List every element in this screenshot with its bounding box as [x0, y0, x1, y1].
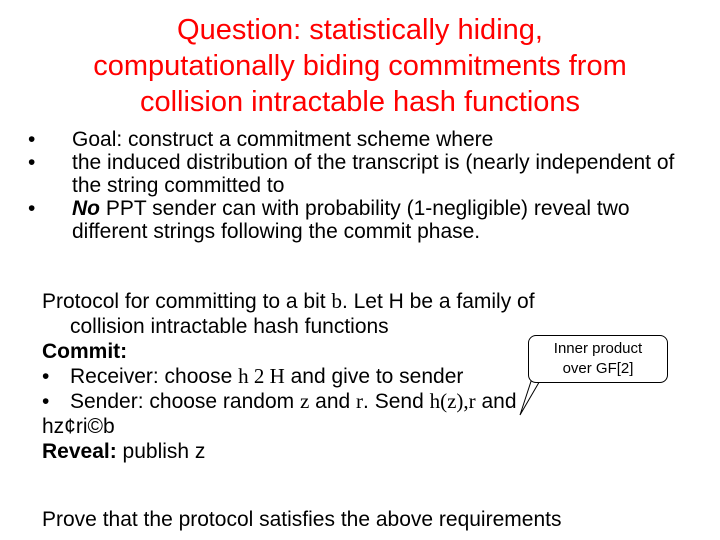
- bit-variable: b: [331, 289, 342, 313]
- protocol-intro-text-2: . Let H be a family of: [341, 290, 535, 313]
- protocol-intro-text: Protocol for committing to a bit: [42, 290, 332, 313]
- commit-heading-label: Commit:: [42, 340, 128, 363]
- reveal-text: publish z: [116, 440, 206, 463]
- bullet-marker: •: [28, 128, 36, 151]
- bullet-text: Goal: construct a commitment scheme where: [72, 128, 494, 151]
- bullet-text: [72, 197, 706, 243]
- bullet-emphasis: No: [72, 197, 100, 220]
- title-line-2: computationally biding commitments from: [93, 50, 627, 82]
- step-math: h(z),r: [429, 389, 476, 413]
- callout-box: [528, 335, 668, 383]
- bullet-item: [26, 151, 706, 197]
- bullet-item: [26, 128, 706, 151]
- bullet-marker: •: [28, 197, 36, 220]
- reveal-heading: Reveal:: [42, 440, 117, 463]
- bullet-marker: •: [42, 390, 50, 413]
- callout-line-1: Inner product: [553, 340, 643, 357]
- slide-title: [40, 12, 680, 120]
- step-text: and: [309, 390, 357, 413]
- title-line-3: collision intractable hash functions: [139, 86, 581, 118]
- protocol-intro-continued: collision intractable hash functions: [70, 315, 389, 338]
- reveal-line: [42, 439, 702, 464]
- step-math: z: [299, 389, 310, 413]
- bullet-marker: •: [28, 151, 36, 174]
- bullet-text: the induced distribution of the transcript is (nearly independent of the string committed to: [72, 151, 675, 197]
- title-line-1: Question: statistically hiding,: [177, 14, 543, 46]
- bullet-item: [26, 197, 706, 243]
- bullet-text-rest: PPT sender can with probability (1-negligible) reveal two different strings following the commit phase.: [72, 197, 630, 243]
- step-math: h 2 H: [238, 364, 285, 388]
- callout-line-2: over GF[2]: [562, 360, 634, 377]
- goal-bullet-list: [26, 128, 706, 243]
- commit-step: [42, 389, 702, 414]
- step-text: Receiver: choose: [70, 365, 239, 388]
- protocol-intro: [42, 289, 702, 314]
- step-text: . Send: [363, 390, 430, 413]
- commit-step-text: [70, 364, 463, 389]
- bullet-marker: •: [42, 365, 50, 388]
- step-math: r: [356, 389, 364, 413]
- step-text: and give to sender: [284, 365, 464, 388]
- commit-step-text: [70, 389, 517, 414]
- step-text: and: [475, 390, 517, 413]
- commit-step-continued: hz¢ri©b: [42, 415, 115, 438]
- step-text: Sender: choose random: [70, 390, 300, 413]
- footer-text: Prove that the protocol satisfies the above requirements: [42, 508, 562, 531]
